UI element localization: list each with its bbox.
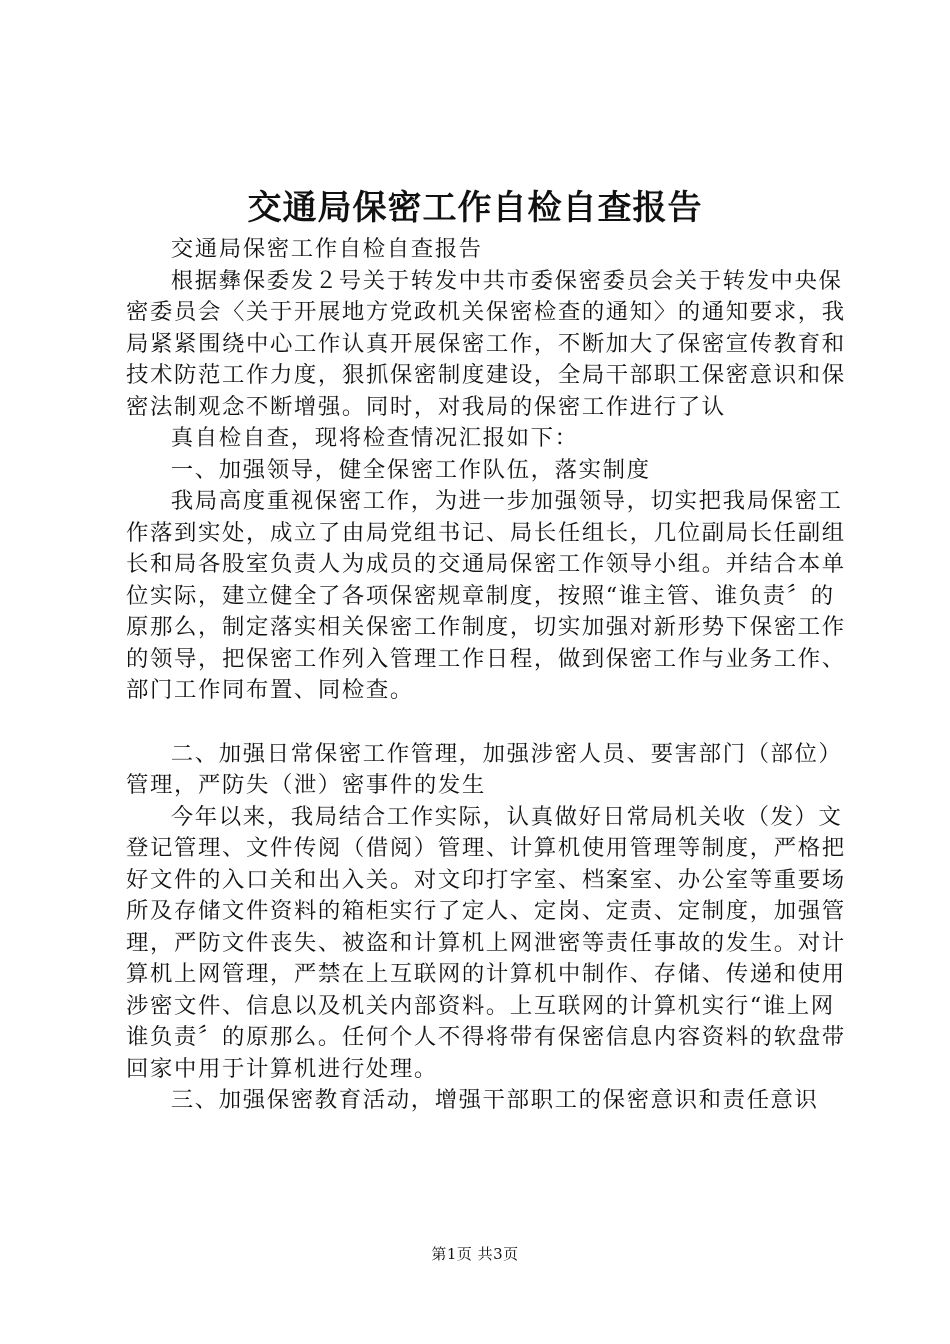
section-heading-3: 三、加强保密教育活动，增强干部职工的保密意识和责任意识: [170, 1087, 819, 1113]
paragraph-intro: 根据彝保委发２号关于转发中共市委保密委员会关于转发中央保密委员会〈关于开展地方党政机关保密检查的通知〉的通知要求，我局紧紧围绕中心工作认真开展保密工作，不断加大了保密宣传教育和技术防范工作力度，狠抓保密制度建设，全局干部职工保密意识和保密法制观念不断增强。同时，对我局的保密工作进行了认: [126, 267, 846, 420]
section-heading-1: 一、加强领导，健全保密工作队伍，落实制度: [170, 456, 651, 483]
section-heading-2: 二、加强日常保密工作管理，加强涉密人员、要害部门（部位）管理，严防失（泄）密事件的发生: [126, 740, 843, 798]
paragraph-section-1: 我局高度重视保密工作，为进一步加强领导，切实把我局保密工作落到实处，成立了由局党组书记、局长任组长，几位副局长任副组长和局各股室负责人为成员的交通局保密工作领导小组。并结合本单位实际，建立健全了各项保密规章制度，按照“谁主管、谁负责〞的原那么，制定落实相关保密工作制度，切实加强对新形势下保密工作的领导，把保密工作列入管理工作日程，做到保密工作与业务工作、部门工作同布置、同检查。: [126, 488, 846, 703]
paragraph-intro-continued: 真自检自查，现将检查情况汇报如下：: [170, 425, 579, 451]
paragraph-section-2: 今年以来，我局结合工作实际，认真做好日常局机关收（发）文登记管理、文件传阅（借阅）管理、计算机使用管理等制度，严格把好文件的入口关和出入关。对文印打字室、档案室、办公室等重要场所及存储文件资料的箱柜实行了定人、定岗、定责、定制度，加强管理，严防文件丧失、被盗和计算机上网泄密等责任事故的发生。对计算机上网管理，严禁在上互联网的计算机中制作、存储、传递和使用涉密文件、信息以及机关内部资料。上互联网的计算机实行“谁上网谁负责〞的原那么。任何个人不得将带有保密信息内容资料的软盘带回家中用于计算机进行处理。: [126, 803, 846, 1082]
page-footer: 第1页 共3页: [431, 1245, 519, 1263]
paragraph-heading-repeat: 交通局保密工作自检自查报告: [170, 236, 483, 262]
document-body: [126, 234, 846, 1117]
page-title: 交通局保密工作自检自查报告: [247, 188, 703, 228]
